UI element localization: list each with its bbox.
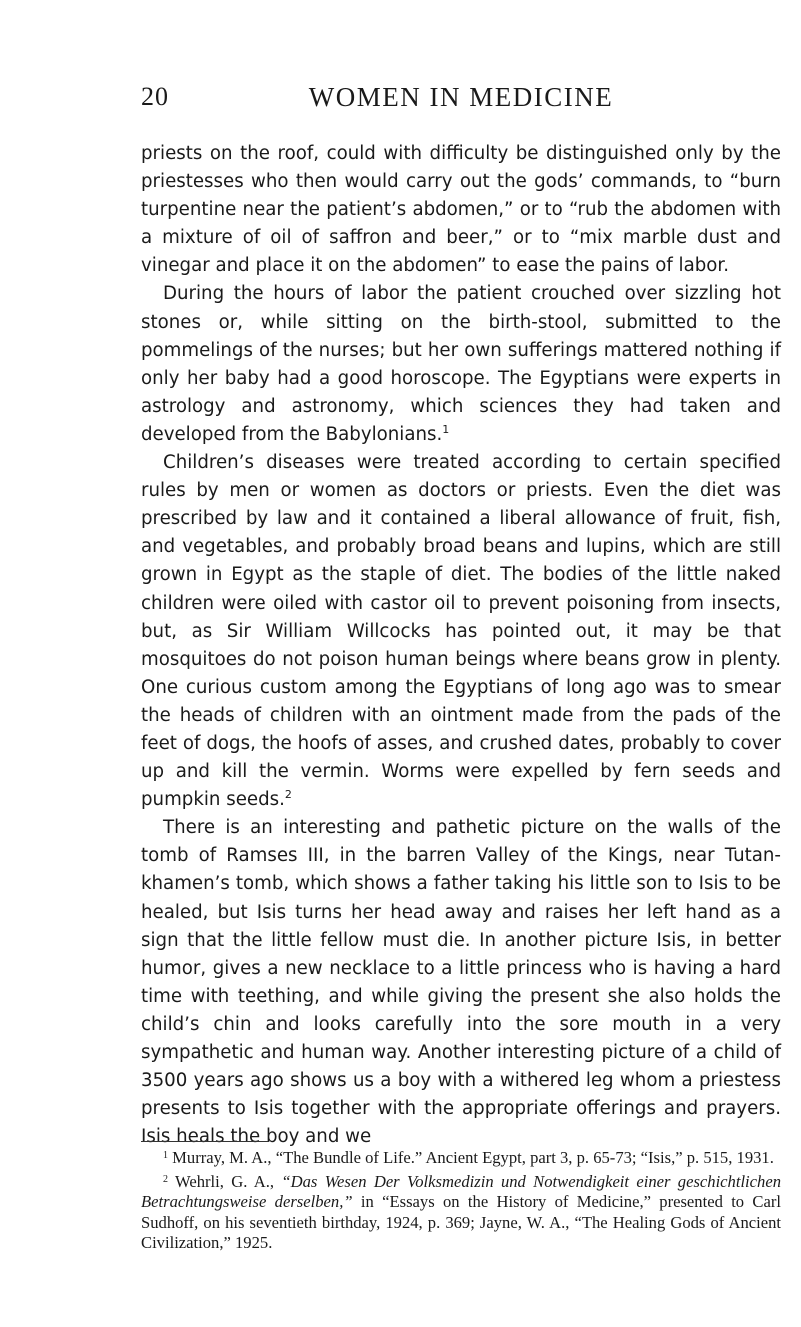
paragraph-2 bbox=[141, 280, 781, 449]
running-head: WOMEN IN MEDICINE bbox=[308, 82, 614, 112]
footnote-1-text: Murray, M. A., “The Bundle of Life.” Ancient Egypt, part 3, p. 65-73; “Isis,” p. 515, 1931. bbox=[172, 1148, 774, 1167]
footnotes bbox=[141, 1148, 781, 1254]
footnote-1 bbox=[141, 1148, 781, 1169]
footnote-rule bbox=[141, 1141, 269, 1142]
paragraph-3 bbox=[141, 449, 781, 814]
page-number: 20 bbox=[141, 82, 169, 111]
paragraph-1: priests on the roof, could with difficulty be distinguished only by the priestesses who then would carry out the gods’ commands, to “burn turpentine near the patient’s abdomen,” or to “rub the abdomen with a mixture of oil of saffron and beer,” or to “mix marble dust and vinegar and place it on the abdomen” to ease the pains of labor. bbox=[141, 143, 781, 277]
page-header bbox=[141, 82, 781, 122]
footnote-1-mark: 1 bbox=[163, 1150, 168, 1161]
footnote-ref-2: 2 bbox=[284, 788, 292, 802]
paragraph-4: There is an interesting and pathetic picture on the walls of the tomb of Ramses III, in the barren Valley of the Kings, near Tutankhamen’s tomb, which shows a father taking his little son to Isis to be healed, but Isis turns her head away and raises her left hand as a sign that the little fellow must die. In another picture Isis, in better humor, gives a new necklace to a little princess who is having a hard time with teething, and while giving the present she also holds the child’s chin and looks carefully into the sore mouth in a very sympathetic and human way. Another interesting picture of a child of 3500 years ago shows us a boy with a withered leg whom a priestess presents to Isis together with the appropriate offerings and prayers. Isis heals the boy and we bbox=[141, 817, 781, 1148]
footnote-2-author: Wehrli, G. A., bbox=[175, 1171, 282, 1191]
footnote-2 bbox=[141, 1172, 781, 1254]
paragraph-2-text: During the hours of labor the patient crouched over sizzling hot stones or, while sitting on the birth-stool, submitted to the pommelings of the nurses; but her own sufferings mattered nothing if only her baby had a good horoscope. The Egyptians were experts in astrology and astronomy, which sciences they had taken and developed from the Babylonians. bbox=[141, 283, 781, 445]
footnote-ref-1: 1 bbox=[442, 422, 450, 436]
footnote-2-mark: 2 bbox=[163, 1173, 168, 1185]
body-text bbox=[141, 140, 781, 1151]
paragraph-3-text: Children’s diseases were treated according to certain specified rules by men or women as doctors or priests. Even the diet was prescribed by law and it contained a liberal allowance of fruit, fish, and vegetables, and probably broad beans and lupins, which are still grown in Egypt as the staple of diet. The bodies of the little naked children were oiled with castor oil to prevent poisoning from insects, but, as Sir William Willcocks has pointed out, it may be that mosquitoes do not poison human beings where beans grow in plenty. One curious custom among the Egyptians of long ago was to smear the heads of children with an ointment made from the pads of the feet of dogs, the hoofs of asses, and crushed dates, probably to cover up and kill the vermin. Worms were expelled by fern seeds and pumpkin seeds. bbox=[141, 452, 781, 811]
footnote-2-rest: in “Essays on the History of Medicine,” presented to Carl Sudhoff, on his seventieth birthday, 1924, p. 369; Jayne, W. A., “The Healing Gods of Ancient Civilization,” 1925. bbox=[141, 1192, 781, 1252]
footnote-2-title: “Das Wesen Der Volksmedizin und Notwendigkeit einer geschichtlichen Betrachtungsweise derselben,” bbox=[141, 1171, 781, 1211]
